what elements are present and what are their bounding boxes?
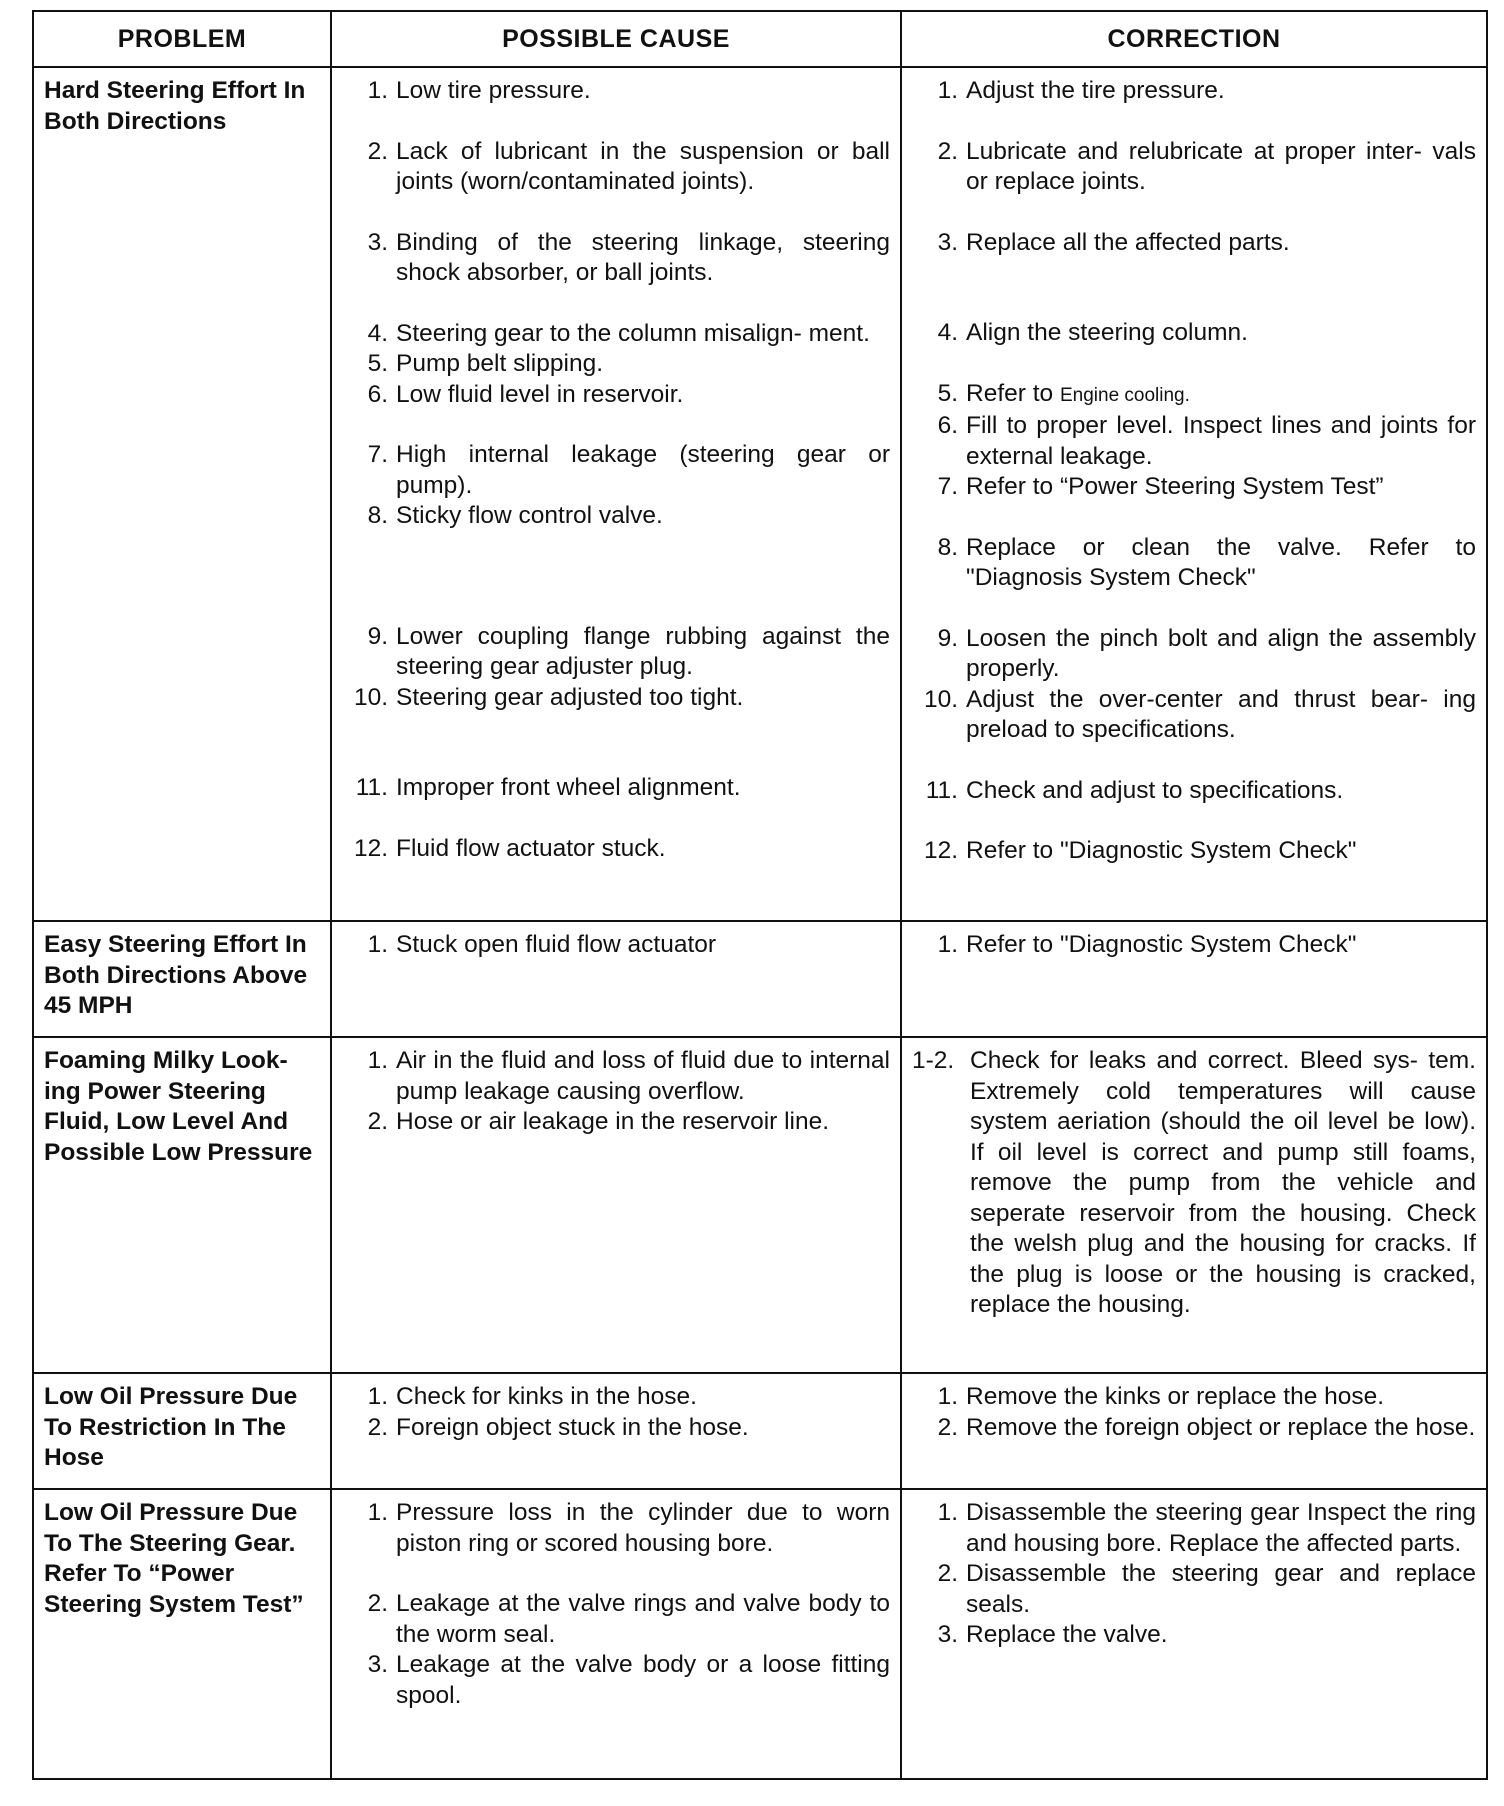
item-text: Refer to "Diagnostic System Check" bbox=[966, 931, 1357, 958]
cause-cell bbox=[331, 1037, 901, 1373]
item-number: 9. bbox=[937, 624, 958, 652]
item-number: 8. bbox=[367, 502, 388, 529]
item-text: Remove the foreign object or replace the hose. bbox=[966, 1413, 1476, 1441]
list-item bbox=[342, 349, 890, 380]
item-text: Leakage at the valve body or a loose fitting spool. bbox=[396, 1651, 890, 1709]
item-text: Replace all the affected parts. bbox=[966, 228, 1290, 256]
list-item bbox=[342, 76, 890, 107]
item-text: Pump belt slipping. bbox=[396, 350, 604, 377]
item-text: Refer to “Power Steering System Test” bbox=[966, 473, 1384, 500]
list-item bbox=[912, 1559, 1476, 1620]
list-item bbox=[342, 319, 890, 350]
table-row bbox=[33, 1489, 1487, 1779]
item-number: 8. bbox=[937, 533, 958, 561]
problem-cell: Hard Steering Effort In Both Directions bbox=[33, 67, 331, 921]
list-item bbox=[912, 472, 1476, 503]
item-number: 2. bbox=[937, 1560, 958, 1587]
list-item bbox=[342, 1046, 890, 1107]
item-number: 6. bbox=[367, 380, 388, 408]
item-text: Hose or air leakage in the reservoir line. bbox=[396, 1108, 830, 1135]
list-item bbox=[342, 501, 890, 532]
list-item bbox=[912, 379, 1476, 412]
item-number: 1. bbox=[367, 1499, 388, 1526]
item-number: 1-2. bbox=[912, 1047, 955, 1074]
item-number: 11. bbox=[355, 774, 388, 801]
item-text: Align the steering column. bbox=[966, 319, 1248, 346]
correction-cell bbox=[901, 1489, 1487, 1779]
item-number: 10. bbox=[353, 683, 388, 711]
item-text: Low fluid level in reservoir. bbox=[396, 380, 684, 408]
list-item bbox=[342, 1382, 890, 1413]
list-item bbox=[342, 930, 890, 961]
item-text: Stuck open fluid flow actuator bbox=[396, 931, 717, 958]
list-item bbox=[912, 1046, 1476, 1321]
item-number: 1. bbox=[937, 1383, 958, 1410]
item-number: 3. bbox=[367, 228, 388, 256]
item-number: 7. bbox=[367, 441, 388, 468]
item-number: 12. bbox=[353, 834, 388, 862]
item-text: Leakage at the valve rings and valve body to the worm seal. bbox=[396, 1590, 890, 1648]
item-number: 2. bbox=[367, 1590, 388, 1617]
item-number: 5. bbox=[367, 350, 388, 377]
item-number: 10. bbox=[923, 685, 958, 713]
list-item bbox=[342, 440, 890, 501]
list-item bbox=[912, 1498, 1476, 1559]
item-text: Remove the kinks or replace the hose. bbox=[966, 1383, 1385, 1410]
item-number: 1. bbox=[937, 77, 958, 104]
item-text: Low tire pressure. bbox=[396, 77, 591, 104]
list-item bbox=[912, 1413, 1476, 1444]
item-number: 1. bbox=[937, 931, 958, 958]
item-number: 7. bbox=[937, 473, 958, 500]
item-text: Lack of lubricant in the suspension or ball joints (worn/contaminated joints). bbox=[396, 137, 890, 195]
item-text: Check for leaks and correct. Bleed sys- tem. Extremely cold temperatures will cause system aeriation (should the oil level be low). If oil level is correct and pump still foams, remove the pump from the vehicle and seperate reservoir from the housing. Check the welsh plug and the housing for cracks. If the plug is loose or the housing is cracked, replace the housing. bbox=[970, 1047, 1476, 1318]
list-item bbox=[342, 1498, 890, 1559]
item-text: Air in the fluid and loss of fluid due to internal pump leakage causing overflow. bbox=[396, 1047, 890, 1105]
item-text: Steering gear to the column misalign- ment. bbox=[396, 319, 870, 347]
item-text: Adjust the over-center and thrust bear- ing preload to specifications. bbox=[966, 685, 1476, 743]
problem-cell: Low Oil Pressure Due To Restriction In The Hose bbox=[33, 1373, 331, 1489]
item-number: 1. bbox=[937, 1499, 958, 1526]
item-number: 1. bbox=[367, 1383, 388, 1410]
troubleshooting-sheet bbox=[32, 10, 1486, 1780]
list-item bbox=[342, 228, 890, 289]
item-text: Refer to "Diagnostic System Check" bbox=[966, 837, 1357, 864]
item-number: 6. bbox=[937, 412, 958, 439]
list-item bbox=[912, 836, 1476, 867]
problem-cell: Foaming Milky Look- ing Power Steering Fluid, Low Level And Possible Low Pressure bbox=[33, 1037, 331, 1373]
cause-cell bbox=[331, 1373, 901, 1489]
item-text: Binding of the steering linkage, steering shock absorber, or ball joints. bbox=[396, 228, 890, 286]
item-text: Fluid flow actuator stuck. bbox=[396, 834, 666, 862]
list-item bbox=[342, 1107, 890, 1138]
item-number: 3. bbox=[937, 1621, 958, 1648]
item-text: Adjust the tire pressure. bbox=[966, 77, 1225, 104]
header-correction: CORRECTION bbox=[901, 11, 1487, 67]
item-text bbox=[966, 379, 1476, 412]
list-item bbox=[342, 1589, 890, 1650]
correction-cell bbox=[901, 921, 1487, 1037]
list-item bbox=[912, 533, 1476, 594]
item-number: 5. bbox=[937, 379, 958, 407]
item-number: 11. bbox=[925, 776, 958, 804]
item-text: Steering gear adjusted too tight. bbox=[396, 683, 744, 711]
item-text: Foreign object stuck in the hose. bbox=[396, 1413, 749, 1441]
item-text: Loosen the pinch bolt and align the assembly properly. bbox=[966, 624, 1476, 682]
item-number: 1. bbox=[367, 931, 388, 958]
item-text: Disassemble the steering gear Inspect the ring and housing bore. Replace the affected parts. bbox=[966, 1499, 1476, 1557]
list-item bbox=[342, 683, 890, 714]
correction-cell bbox=[901, 1037, 1487, 1373]
item-text-small: Engine cooling. bbox=[1059, 384, 1190, 406]
table-row bbox=[33, 1037, 1487, 1373]
list-item bbox=[912, 228, 1476, 259]
list-item bbox=[342, 622, 890, 683]
table-row bbox=[33, 921, 1487, 1037]
list-item bbox=[912, 776, 1476, 807]
correction-cell bbox=[901, 1373, 1487, 1489]
item-text: Check for kinks in the hose. bbox=[396, 1383, 697, 1410]
item-number: 2. bbox=[367, 137, 388, 165]
list-item bbox=[342, 834, 890, 865]
item-number: 12. bbox=[923, 837, 958, 864]
list-item bbox=[912, 411, 1476, 472]
item-number: 1. bbox=[367, 1047, 388, 1074]
list-item bbox=[342, 137, 890, 198]
problem-cell: Low Oil Pressure Due To The Steering Gear. Refer To “Power Steering System Test” bbox=[33, 1489, 331, 1779]
table-row bbox=[33, 67, 1487, 921]
header-row bbox=[33, 11, 1487, 67]
cause-cell bbox=[331, 67, 901, 921]
item-text: Pressure loss in the cylinder due to worn piston ring or scored housing bore. bbox=[396, 1499, 890, 1557]
item-number: 9. bbox=[367, 622, 388, 650]
item-text: Lower coupling flange rubbing against the steering gear adjuster plug. bbox=[396, 622, 890, 680]
list-item bbox=[912, 137, 1476, 198]
item-number: 4. bbox=[937, 319, 958, 346]
item-text: Disassemble the steering gear and replace seals. bbox=[966, 1560, 1476, 1618]
list-item bbox=[342, 773, 890, 804]
item-number: 2. bbox=[937, 1413, 958, 1441]
cause-cell bbox=[331, 921, 901, 1037]
list-item bbox=[912, 1620, 1476, 1651]
list-item bbox=[342, 380, 890, 411]
item-number: 3. bbox=[937, 228, 958, 256]
item-number: 2. bbox=[367, 1108, 388, 1135]
list-item bbox=[912, 318, 1476, 349]
item-text: Replace or clean the valve. Refer to "Diagnosis System Check" bbox=[966, 533, 1476, 591]
item-text: Check and adjust to specifications. bbox=[966, 776, 1344, 804]
item-text: Sticky flow control valve. bbox=[396, 502, 663, 529]
item-text: High internal leakage (steering gear or pump). bbox=[396, 441, 890, 499]
list-item bbox=[912, 76, 1476, 107]
item-number: 2. bbox=[937, 137, 958, 165]
item-number: 1. bbox=[367, 77, 388, 104]
list-item bbox=[342, 1413, 890, 1444]
problem-cell: Easy Steering Effort In Both Directions Above 45 MPH bbox=[33, 921, 331, 1037]
correction-cell bbox=[901, 67, 1487, 921]
item-number: 2. bbox=[367, 1413, 388, 1441]
table-row bbox=[33, 1373, 1487, 1489]
cause-cell bbox=[331, 1489, 901, 1779]
list-item bbox=[912, 685, 1476, 746]
header-problem: PROBLEM bbox=[33, 11, 331, 67]
item-text-lead: Refer to bbox=[966, 379, 1054, 407]
item-number: 4. bbox=[367, 319, 388, 347]
diagnosis-table bbox=[32, 10, 1488, 1780]
item-number: 3. bbox=[367, 1651, 388, 1678]
item-text: Lubricate and relubricate at proper inter- vals or replace joints. bbox=[966, 137, 1476, 195]
list-item bbox=[912, 1382, 1476, 1413]
item-text: Improper front wheel alignment. bbox=[396, 774, 741, 801]
item-text: Replace the valve. bbox=[966, 1621, 1168, 1648]
list-item bbox=[342, 1650, 890, 1711]
list-item bbox=[912, 624, 1476, 685]
list-item bbox=[912, 930, 1476, 961]
item-text: Fill to proper level. Inspect lines and joints for external leakage. bbox=[966, 412, 1476, 470]
header-cause: POSSIBLE CAUSE bbox=[331, 11, 901, 67]
